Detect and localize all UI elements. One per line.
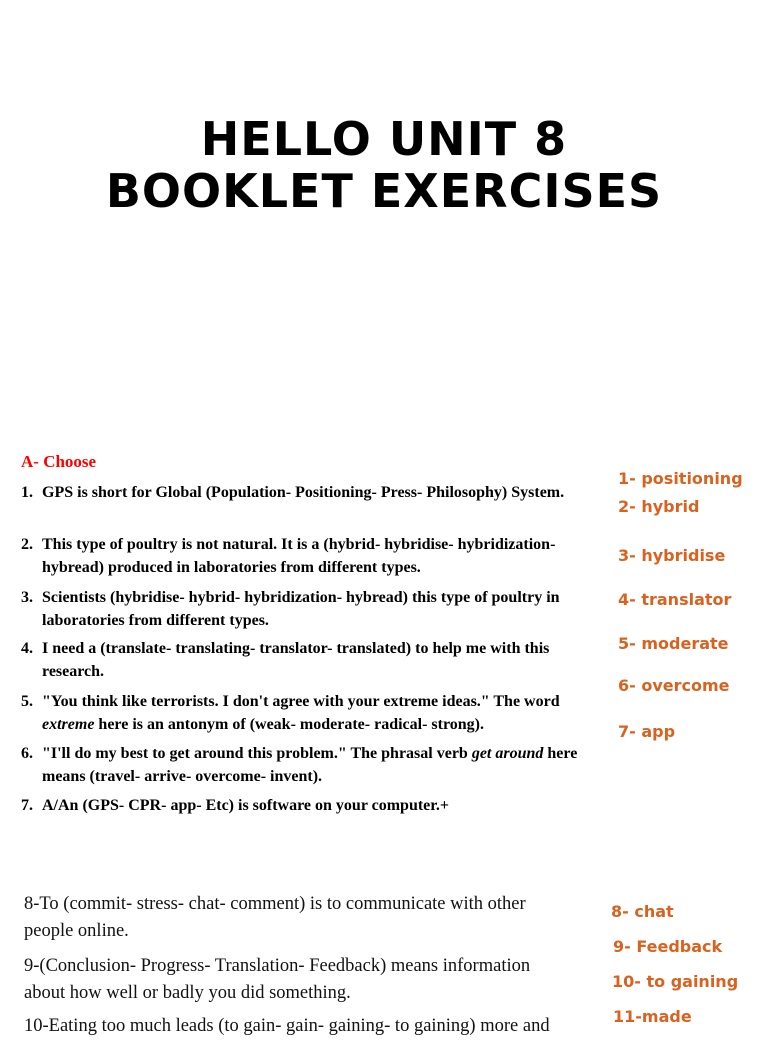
answer-label: 2- hybrid bbox=[618, 497, 700, 516]
slide-title-line-1: HELLO UNIT 8 bbox=[200, 112, 568, 166]
slide-title-line-2: BOOKLET EXERCISES bbox=[105, 164, 663, 218]
answer-label: 3- hybridise bbox=[618, 546, 726, 565]
answer-label: 8- chat bbox=[611, 902, 674, 921]
question-text-after: here is an antonym of (weak- moderate- radical- strong). bbox=[94, 716, 484, 733]
question-number: 2. bbox=[21, 536, 33, 553]
answer-label: 9- Feedback bbox=[613, 937, 723, 956]
question-text: Scientists (hybridise- hybrid- hybridization- hybread) this type of poultry in laboratories from different types. bbox=[42, 589, 560, 629]
answer-label: 1- positioning bbox=[618, 469, 743, 488]
question-number: 7. bbox=[21, 797, 33, 814]
question-number: 6. bbox=[21, 745, 33, 762]
answer-label: 10- to gaining bbox=[612, 972, 739, 991]
question-emphasis: get around bbox=[471, 745, 544, 762]
question-text bbox=[42, 690, 582, 736]
question-number: 4. bbox=[21, 640, 33, 657]
question-number: 3. bbox=[21, 589, 33, 606]
question-text: This type of poultry is not natural. It is a (hybrid- hybridise- hybridization- hybread) produced in laboratories from different types. bbox=[42, 536, 556, 576]
section-heading: A- Choose bbox=[21, 452, 97, 471]
title-slide bbox=[0, 0, 768, 440]
question-text: 9-(Conclusion- Progress- Translation- Feedback) means information about how well or badly you did something. bbox=[24, 956, 531, 1003]
question-number: 1. bbox=[21, 484, 33, 501]
question-text: GPS is short for Global (Population- Positioning- Press- Philosophy) System. bbox=[42, 484, 565, 501]
answer-label: 5- moderate bbox=[618, 634, 729, 653]
question-text: 8-To (commit- stress- chat- comment) is to communicate with other people online. bbox=[24, 894, 526, 941]
question-emphasis: extreme bbox=[42, 716, 95, 733]
question-text-before: "You think like terrorists. I don't agree with your extreme ideas." The word bbox=[42, 693, 560, 710]
question-text: 10-Eating too much leads (to gain- gain- gaining- to gaining) more and bbox=[24, 1016, 550, 1036]
question-text: A/An (GPS- CPR- app- Etc) is software on your computer.+ bbox=[42, 797, 450, 814]
question-text: I need a (translate- translating- translator- translated) to help me with this research. bbox=[42, 640, 550, 680]
question-text bbox=[42, 742, 582, 788]
answer-label: 4- translator bbox=[618, 590, 732, 609]
answer-label: 7- app bbox=[618, 722, 676, 741]
answer-label: 11-made bbox=[613, 1007, 692, 1026]
question-text-before: "I'll do my best to get around this problem." The phrasal verb bbox=[42, 745, 472, 762]
answer-label: 6- overcome bbox=[618, 676, 730, 695]
question-number: 5. bbox=[21, 693, 33, 710]
question-text-after: here means (travel- arrive- overcome- invent). bbox=[42, 745, 578, 785]
